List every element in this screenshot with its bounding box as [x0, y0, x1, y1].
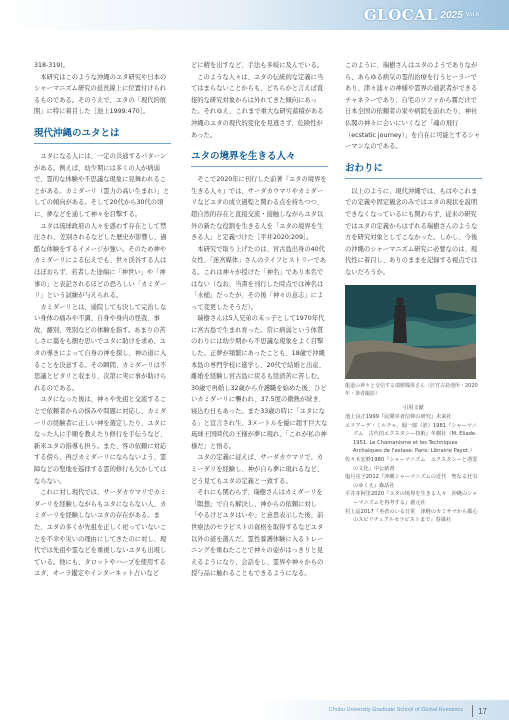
reference-item: 佐々木宏幹1980『シャーマニズム エクスタシーと憑霊の文化』中公新書: [345, 457, 478, 472]
footer-band: [0, 700, 509, 720]
footer-university: Chubu University Graduate School of Global Humanics: [328, 707, 463, 713]
rock-cave-photo: [345, 285, 476, 379]
reference-item: 村上晶2017『巫者のいる日常 津軽のカミサマから都心のスピリチュアルセラピストまで』春風社: [345, 508, 478, 524]
header-banner: [0, 0, 509, 30]
paragraph: このような人々は、ユタの伝統的な定義に当てはまらないことからも、どちらかと言えば直接的な研究対象からは外れてきた傾向にあった。それゆえ、これまで重大な研究蓄積がある沖縄のユタの現代的変化を見逃さず、危険性があった。: [191, 73, 324, 139]
reference-item: 池上良正1999『民間巫者信仰の研究』未来社: [345, 414, 452, 421]
section-heading: ユタの境界を生きる人々: [191, 150, 328, 167]
photo-illustration: [345, 285, 476, 379]
page-divider: [472, 705, 473, 717]
paragraph: どに精を出すなど、手法も多岐に及んでいる。: [191, 62, 324, 69]
reference-item: 平井芽阿里2020『ユタの境界を生きる人々 沖縄のシャーマニズムを再考する』創元社: [345, 491, 478, 507]
logo-year: 2025: [440, 9, 463, 21]
column-2: [191, 60, 328, 580]
paragraph: このように、瑞樹さんはユタのようでありながら、あらゆる病気の霊的治療を行うヒーラーであり、津々浦々の神様や霊界の通訳者ができるチャネラーであり、自宅のソファから霧だけで日本全国の依頼者の家や病院を訪れたり、神社仏閣の神々に会いにいくなど「魂の飛行（ecstatic journey）」を自在に可能とするシャーマンなのである。: [345, 62, 481, 151]
logo-title: GLOCAL: [363, 6, 438, 24]
paragraph: それにも関わらず、瑞樹さんはカミダーリを「瞑想」で自ら解決し、神からの依頼に対し「やるけどユタはいや」と意思表示した後、前世療法のセラピストの資格を取得するなどユタ以外の道を選んだ。霊性養護体験に入るトレーニングを重ねたことで神々の姿がはっきりと見えるようになり、会話をし、霊界や神々からの授与品に触れることもできるようになる。: [191, 489, 324, 578]
logo-volume: Vol.6: [465, 12, 479, 18]
references-title: 引用文献: [403, 404, 424, 411]
paragraph: ユタは琉球政府の人々を惑わす存在として禁圧され、差別されるなどした歴史が影響し、過酷な体験をするイメージが強い。そのため神やカミダーリによる伝えでも、世々渓谷する人はほぼおらず、若者した途端に「神世い」や「神事の」と表記されるほどの恐ろしい「カミダーリ」という試練が与えられる。: [34, 222, 167, 300]
reference-item: 塩月亮子2012『沖縄シャーマニズムの近代 聖なる狂気のゆくえ』森話社: [345, 474, 478, 489]
paragraph: ユタになる人には、一定の共通するパターンがある。例えば、幼少期には多くの人が病弱で、霊的な体験や不思議な現象に見舞われることがある。カミダーリ（霊力の高い生まれ）」としての傾向がある。そして20代から30代の頃に、夢などを通して神々を目撃する。: [34, 152, 170, 218]
paragraph: ユタの定義に従えば、サーダカウマリで、カミーダリを経験し、神が自ら夢に現れるなど、どう見てもユタの定義と一致する。: [191, 454, 324, 485]
column-3: [345, 60, 482, 525]
glocal-logo: [364, 4, 479, 26]
paragraph: 瑞樹さんは5人兄弟の末っ子として1970年代に宮古島で生まれ育った。常に病弱という体質のわりには幼少期から不思議な現象をよく目撃した。正夢が頻繁にあったことも、18歳で沖縄本島の専門学校に進学し、20代で結婚と出産、離婚を経験し宮古島に戻るも経済苦に苦しむ。30歳で再婚し32歳から介護職を始めた後、ひどいカミダーリに襲われ、37.5度の微熱が続き、寝込む日もあった。また33歳の時に「ユタになる」と宣言され生、3メートルを優に超す巨大な琉球王国時代の王様が夢に現れ、「これが私の神様だ」と悟る。: [191, 315, 328, 450]
photo-caption: 龍道の神々と交信する瑞樹媒体さん（於宮古島他所・2020年・筆者撮影）: [345, 382, 478, 397]
paragraph: 本研究はこのような沖縄のユタ研究や日本のシャーマニズム研究の延長線上に位置付けられるものである。そのうえで、ユタの「現代的展開」に特に着目した［池上1999:470］。: [34, 73, 167, 116]
page-number: 17: [478, 707, 487, 716]
reference-item: エリアーデ・ミルチャ、堀一郎（訳）1981『シャーマニズム 古代的エクスタシー技術』冬樹社（M. Eliade. 1951. Le Chamanisme et les Techniques Archaïques de l'extase. Paris: Librairie Payot.）: [345, 422, 478, 455]
paragraph: カミダーリとは、通院しても決して完治しない身体の痛みや不調、自身や身内の怪我、事故、離別、死別などの体験を指す。あまりの苦しさに藁をも掴む思いでユタに助けを求め、ユタの導きによって自身の神を探し、神の道に入ることを決意する。その瞬間、カミダーリは不思議とピタリと収まり、次第に実に事が助けられるのである。: [34, 303, 167, 392]
paragraph: 本研究で取り上げたのは、宮古島出身の40代女性、「迷宮媒体」さんのライフヒストリーである。これは神々が授けた「神名」であり本名ではない（なお、当書を刊行した時点では神名は「水槌」だったが、その後「神々の意志」によって変更したそうだ）。: [191, 245, 327, 311]
column-1: [34, 60, 171, 580]
paragraph: 318-319)。: [34, 62, 70, 69]
paragraph: ユタになった後は、神々や先祖と交流することで依頼者からの悩みや問題に対応し、カミダーリの経験者に正しい神を選定したり、ユタになった人に手順を教えたり修行を手伝うなど、新米ユタの指導も担う。また、客の依頼に対応する傍ら、再びカミダーリにならないよう、霊障などの聖地を巡拝する霊的修行も欠かしてはならない。: [34, 396, 167, 485]
paragraph: 以上のように、現代沖縄では、もはやこれまでの定義や固定観念のみではユタの現状を説明できなくなっているにも関わらず、従来の研究ではユタの定義からはずれる瑞樹さんのような方を研究対象としてこなかった。しかし、今後の沖縄のシャーマニズム研究に必要なのは、現代性に着目し、ありのままを記録する視点ではないだろうか。: [345, 187, 478, 276]
references: [345, 404, 482, 525]
section-heading: 現代沖縄のユタとは: [34, 127, 171, 144]
section-heading: おわりに: [345, 162, 482, 179]
paragraph: そこで2020年に刊行した前著『ユタの境界を生きる人々』では、サーダカウマリやカミダーリなどユタの成立過程と関わる点を持ちつつ、超自然的存在と直接交流・接触しながらユタ以外の新たな役割を生きる人を「ユタの境界を生きる人」と定義づけた［平井2020:209］。: [191, 176, 327, 242]
paragraph: これに対し現代では、サーダカウマリでカミダーリを経験しながらもユタにならない人、カミダーリを経験しないユタの存在がある。また、ユタの多くが先祖を正しく祀っていないことを不幸や災いの理由にしてきたのに対し、現代では先祖や霊などを重視しないユタも出現している。他にも、タロットやハープを使用するユタ、オーラ鑑定やインターネット占いなど: [34, 489, 167, 578]
